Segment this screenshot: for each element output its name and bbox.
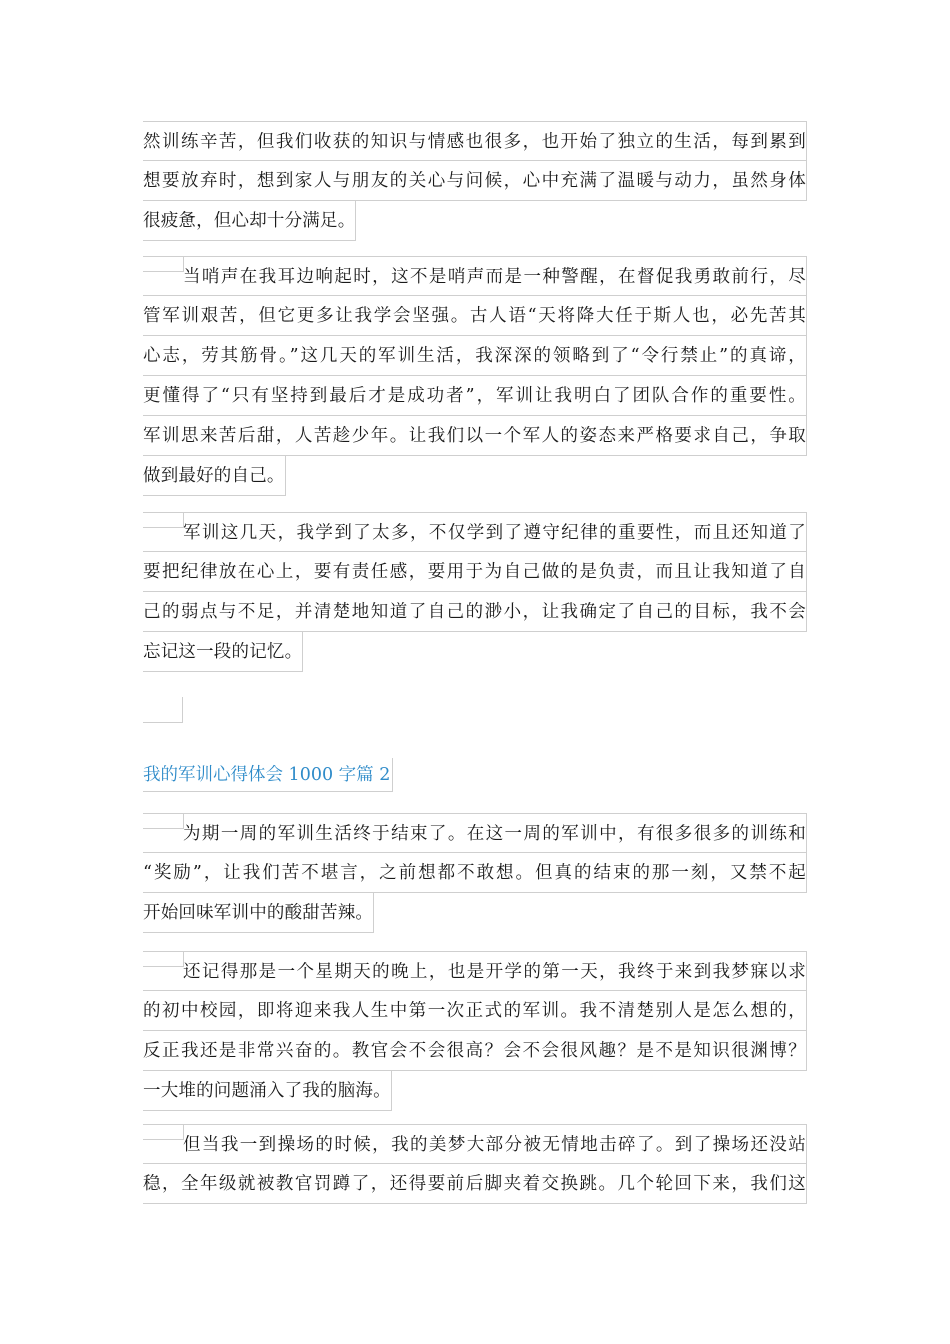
paragraph-1 xyxy=(143,121,807,245)
text-line: 开始回味军训中的酸甜苦辣。 xyxy=(143,893,374,933)
paragraph-4 xyxy=(143,813,807,937)
text-line: 然训练辛苦，但我们收获的知识与情感也很多，也开始了独立的生活，每到累到 xyxy=(143,121,807,161)
paragraph-3 xyxy=(143,512,807,676)
text-line: 军训思来苦后甜，人苦趁少年。让我们以一个军人的姿态来严格要求自己，争取 xyxy=(143,416,807,456)
text-line: 一大堆的问题涌入了我的脑海。 xyxy=(143,1071,392,1111)
empty-paragraph-marker xyxy=(143,697,183,723)
paragraph-6 xyxy=(143,1124,807,1204)
text-line: 当哨声在我耳边响起时，这不是哨声而是一种警醒，在督促我勇敢前行，尽 xyxy=(143,256,807,296)
paragraph-5 xyxy=(143,951,807,1115)
text-line: 管军训艰苦，但它更多让我学会坚强。古人语“天将降大任于斯人也，必先苦其 xyxy=(143,296,807,336)
text-line: 军训这几天，我学到了太多，不仅学到了遵守纪律的重要性，而且还知道了 xyxy=(143,512,807,552)
text-line: 很疲惫，但心却十分满足。 xyxy=(143,201,356,241)
text-line: “奖励”，让我们苦不堪言，之前想都不敢想。但真的结束的那一刻，又禁不起 xyxy=(143,853,807,893)
text-line: 心志，劳其筋骨。”这几天的军训生活，我深深的领略到了“令行禁止”的真谛， xyxy=(143,336,807,376)
text-line: 为期一周的军训生活终于结束了。在这一周的军训中，有很多很多的训练和 xyxy=(143,813,807,853)
text-line: 更懂得了“只有坚持到最后才是成功者”，军训让我明白了团队合作的重要性。 xyxy=(143,376,807,416)
text-line: 还记得那是一个星期天的晚上，也是开学的第一天，我终于来到我梦寐以求 xyxy=(143,951,807,991)
text-line: 做到最好的自己。 xyxy=(143,456,286,496)
text-line: 己的弱点与不足，并清楚地知道了自己的渺小，让我确定了自己的目标，我不会 xyxy=(143,592,807,632)
text-line: 要把纪律放在心上，要有责任感，要用于为自己做的是负责，而且让我知道了自 xyxy=(143,552,807,592)
text-line: 忘记这一段的记忆。 xyxy=(143,632,303,672)
text-line: 但当我一到操场的时候，我的美梦大部分被无情地击碎了。到了操场还没站 xyxy=(143,1124,807,1164)
text-line: 的初中校园，即将迎来我人生中第一次正式的军训。我不清楚别人是怎么想的， xyxy=(143,991,807,1031)
text-line: 反正我还是非常兴奋的。教官会不会很高？会不会很风趣？是不是知识很渊博？ xyxy=(143,1031,807,1071)
paragraph-2 xyxy=(143,256,807,500)
section-heading: 我的军训心得体会 1000 字篇 2 xyxy=(143,758,393,792)
text-line: 稳，全年级就被教官罚蹲了，还得要前后脚夹着交换跳。几个轮回下来，我们这 xyxy=(143,1164,807,1204)
text-line: 想要放弃时，想到家人与朋友的关心与问候，心中充满了温暖与动力，虽然身体 xyxy=(143,161,807,201)
